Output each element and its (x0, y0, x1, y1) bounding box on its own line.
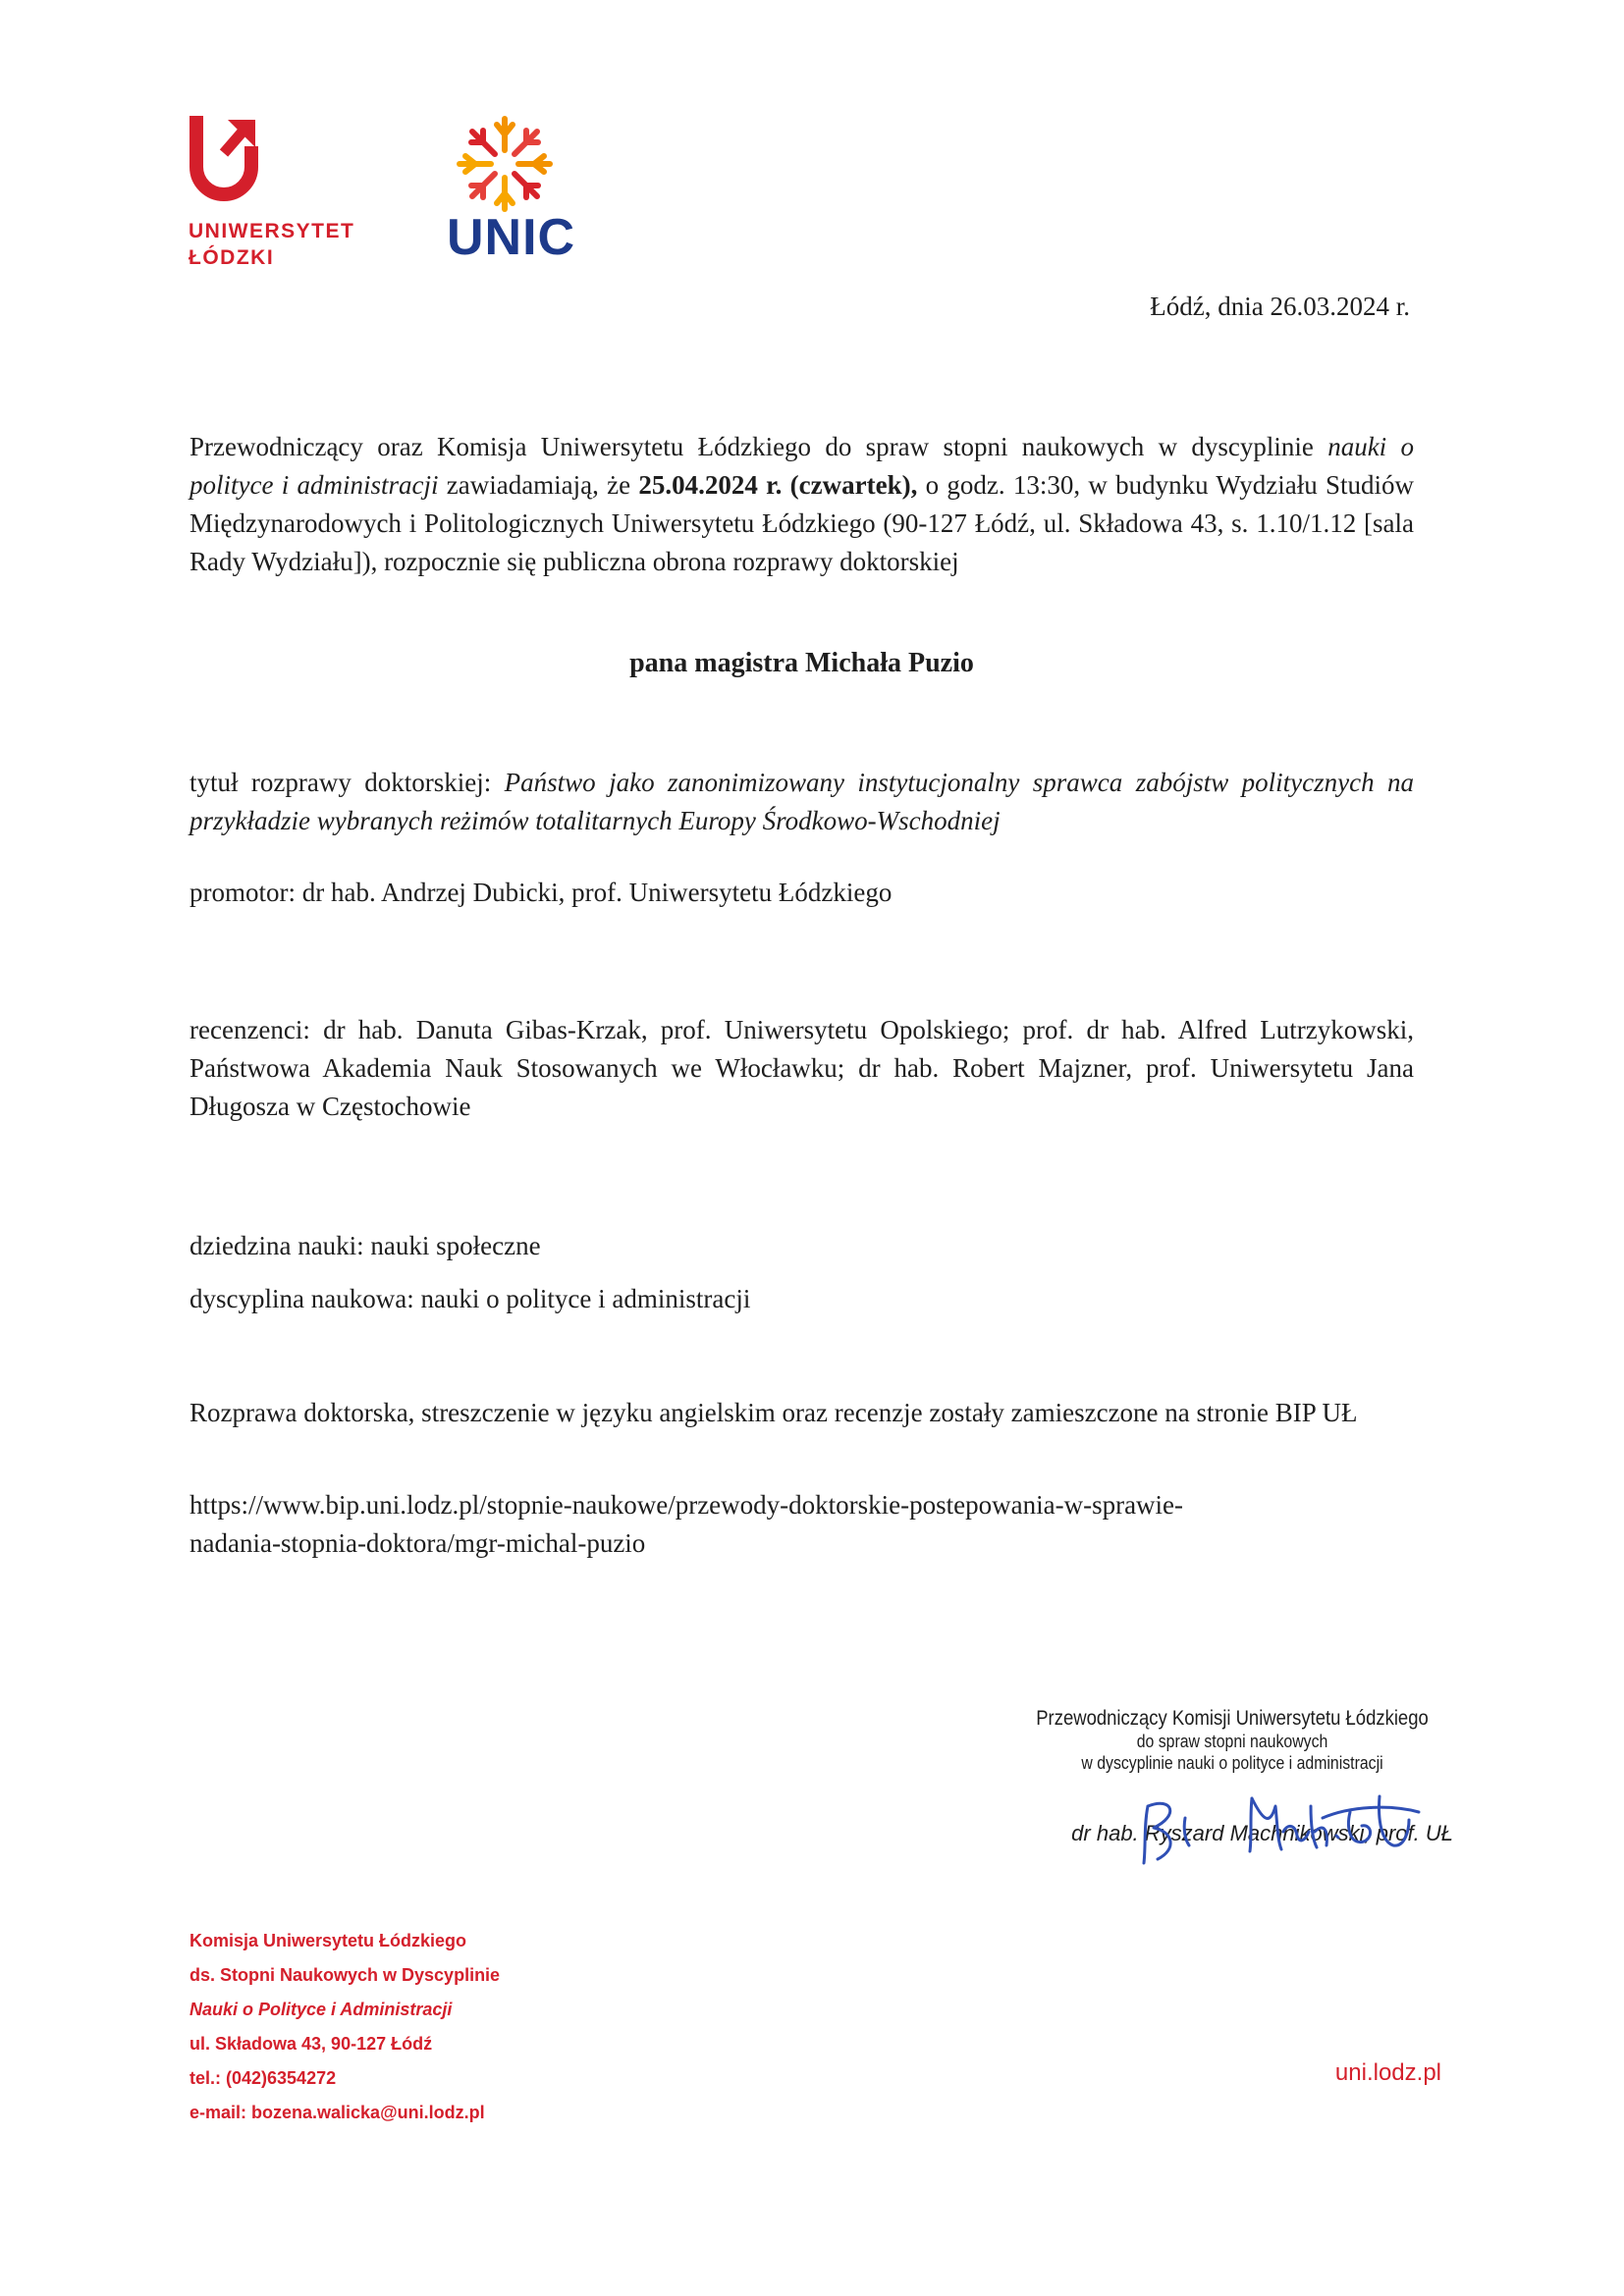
handwritten-signature (1114, 1767, 1438, 1875)
footer-line3: Nauki o Polityce i Administracji (189, 2000, 453, 2019)
signature-line1: Przewodniczący Komisji Uniwersytetu Łódzkiego (1036, 1707, 1429, 1730)
footer-line2: ds. Stopni Naukowych w Dyscyplinie (189, 1965, 501, 1985)
signatory-name: dr hab. Ryszard Machnikowski, prof. UŁ (1071, 1821, 1453, 1845)
announcement-part3: o godz. 13:30, w budynku Wydziału Studiów Międzynarodowych i Politologicznych Uniwersytetu Łódzkiego (90-127 Łódź, ul. Składowa 43, s. 1.10/1.12 [sala Rady Wydziału]), rozpocznie się publiczna obrona rozprawy doktorskiej (189, 470, 1414, 576)
signature-line3: w dyscyplinie nauki o polityce i administracji (1081, 1753, 1383, 1773)
bip-note: Rozprawa doktorska, streszczenie w języku angielskim oraz recenzje zostały zamieszczone na stronie BIP UŁ (189, 1398, 1358, 1427)
ul-logo-line2: ŁÓDZKI (189, 246, 275, 269)
footer-line1: Komisja Uniwersytetu Łódzkiego (189, 1931, 467, 1950)
letter-date: Łódź, dnia 26.03.2024 r. (1150, 292, 1410, 321)
thesis-title (189, 764, 1414, 840)
announcement-part2: zawiadamiają, że (438, 470, 639, 500)
announcement-paragraph (189, 428, 1414, 581)
bip-url-line2[interactable]: nadania-stopnia-doktora/mgr-michal-puzio (189, 1528, 646, 1558)
scientific-discipline: dyscyplina naukowa: nauki o polityce i administracji (189, 1284, 751, 1313)
uniwersytet-lodzki-logo (189, 116, 375, 271)
promotor: promotor: dr hab. Andrzej Dubicki, prof. Uniwersytetu Łódzkiego (189, 878, 893, 907)
defense-date: 25.04.2024 r. (czwartek), (638, 470, 918, 500)
ul-logo-mark-icon (189, 116, 259, 204)
reviewers: recenzenci: dr hab. Danuta Gibas-Krzak, prof. Uniwersytetu Opolskiego; prof. dr hab. Alfred Lutrzykowski, Państwowa Akademia Nauk Stosowanych we Włocławku; dr hab. Robert Majzner, prof. Uniwersytetu Jana Długosza w Częstochowie (189, 1015, 1414, 1121)
bip-url-line1[interactable]: https://www.bip.uni.lodz.pl/stopnie-naukowe/przewody-doktorskie-postepowania-w-sprawie- (189, 1490, 1184, 1520)
ul-logo-line1: UNIWERSYTET (189, 220, 355, 242)
thesis-label: tytuł rozprawy doktorskiej: (189, 768, 505, 797)
signature-line2: do spraw stopni naukowych (1136, 1732, 1328, 1751)
footer-line5: tel.: (042)6354272 (189, 2068, 337, 2088)
footer-address (189, 1924, 500, 2130)
unic-star-icon (451, 110, 559, 218)
footer-line6[interactable]: e-mail: bozena.walicka@uni.lodz.pl (189, 2103, 485, 2122)
field-of-science: dziedzina nauki: nauki społeczne (189, 1231, 541, 1260)
website-link[interactable]: uni.lodz.pl (1334, 2059, 1441, 2086)
thesis-title-text: Państwo jako zanonimizowany instytucjonalny sprawca zabójstw politycznych na przykładzie wybranych reżimów totalitarnych Europy Środkowo-Wschodniej (189, 768, 1414, 835)
candidate-name: pana magistra Michała Puzio (629, 648, 974, 678)
bip-url[interactable] (189, 1486, 1414, 1563)
footer-line4: ul. Składowa 43, 90-127 Łódź (189, 2034, 433, 2054)
unic-logo-text: UNIC (447, 209, 576, 266)
unic-logo (447, 110, 576, 266)
announcement-part1: Przewodniczący oraz Komisja Uniwersytetu Łódzkiego do spraw stopni naukowych w dyscyplinie (189, 432, 1328, 461)
announcement-discipline: nauki o polityce i administracji (189, 432, 1414, 500)
